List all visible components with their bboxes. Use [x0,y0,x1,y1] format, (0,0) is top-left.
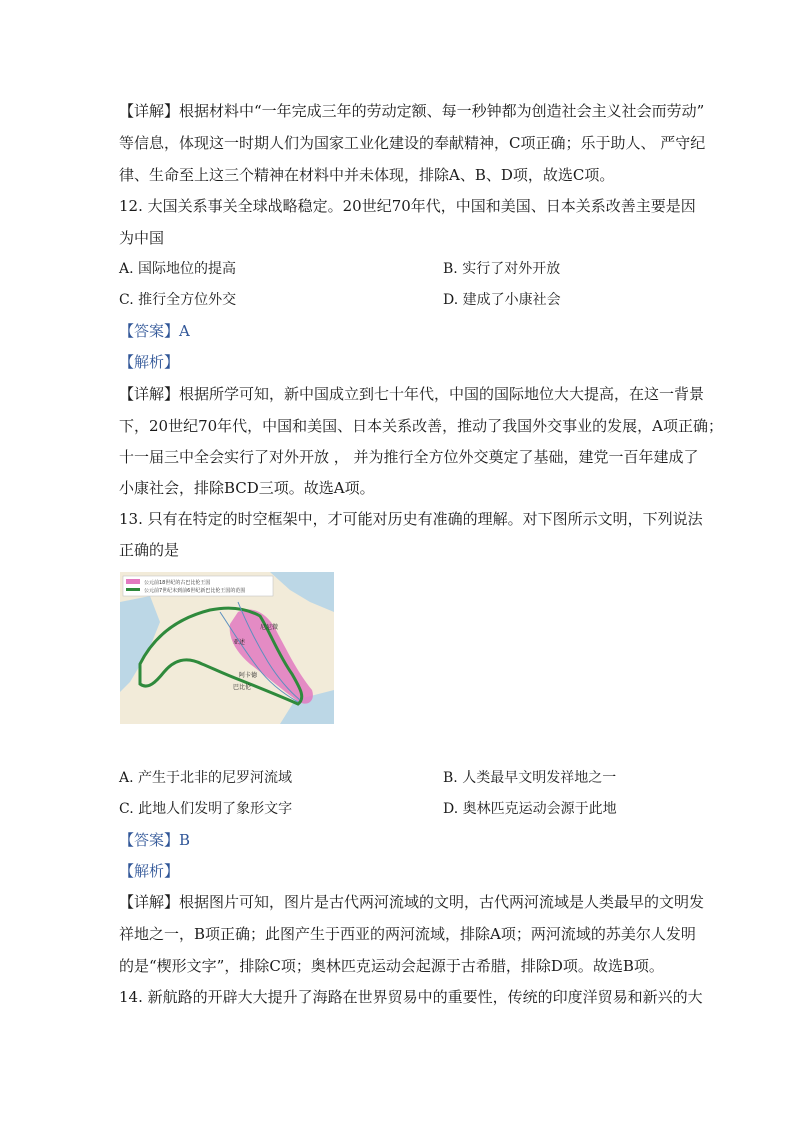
q13-stem-line-2: 正确的是 [119,541,180,559]
q11-detail-line-1: 【详解】根据材料中“一年完成三年的劳动定额、每一秒钟都为创造社会主义社会而劳动” [119,102,705,120]
q13-answer: 【答案】B [119,831,191,849]
q12-detail-line-4: 小康社会，排除BCD三项。故选A项。 [119,479,375,497]
q12-option-c: C. 推行全方位外交 [119,292,237,308]
q14-stem-line-1: 14. 新航路的开辟大大提升了海路在世界贸易中的重要性，传统的印度洋贸易和新兴的大 [119,988,703,1006]
q11-detail-line-3: 律、生命至上这三个精神在材料中并未体现，排除A、B、D项，故选C项。 [119,166,615,184]
legend-swatch-new-babylon [126,588,140,591]
q12-option-a: A. 国际地位的提高 [119,261,237,277]
q13-option-c: C. 此地人们发明了象形文字 [119,801,293,817]
q12-option-b: B. 实行了对外开放 [443,261,561,277]
q13-option-b: B. 人类最早文明发祥地之一 [443,770,617,786]
legend-label-old-babylon: 公元前18世纪的古巴比伦王国 [144,580,211,586]
legend-swatch-old-babylon [126,579,140,584]
q13-option-a: A. 产生于北非的尼罗河流域 [119,770,293,786]
q12-detail-line-1: 【详解】根据所学可知，新中国成立到七十年代，中国的国际地位大大提高，在这一背景 [119,385,705,403]
q12-stem-line-1: 12. 大国关系事关全球战略稳定。20世纪70年代，中国和美国、日本关系改善主要是因 [119,197,696,215]
legend-label-new-babylon: 公元前7世纪末到前6世纪新巴比伦王国的范围 [144,588,246,594]
q13-detail-line-3: 的是“楔形文字”，排除C项；奥林匹克运动会起源于古希腊，排除D项。故选B项。 [119,957,664,975]
q13-option-d: D. 奥林匹克运动会源于此地 [443,801,617,817]
q13-detail-line-2: 祥地之一，B项正确；此图产生于西亚的两河流域，排除A项；两河流域的苏美尔人发明 [119,925,696,943]
q12-answer: 【答案】A [119,322,190,340]
q11-detail-line-2: 等信息，体现这一时期人们为国家工业化建设的奉献精神，C项正确；乐于助人、 严守纪 [119,134,706,152]
label-babylon: 巴比伦 [233,684,252,691]
q13-detail-line-1: 【详解】根据图片可知，图片是古代两河流域的文明，古代两河流域是人类最早的文明发 [119,893,705,911]
label-akkad: 阿卡德 [239,672,258,679]
label-nineveh: 尼尼微 [260,624,279,631]
mesopotamia-map [120,572,334,724]
label-assur: 亚述 [233,639,246,646]
q13-stem-line-1: 13. 只有在特定的时空框架中，才可能对历史有准确的理解。对下图所示文明，下列说法 [119,510,703,528]
q12-detail-line-2: 下，20世纪70年代，中国和美国、日本关系改善，推动了我国外交事业的发展，A项正确； [119,417,724,435]
q12-stem-line-2: 为中国 [119,229,165,247]
q12-option-d: D. 建成了小康社会 [443,292,561,308]
q13-analysis-label: 【解析】 [119,862,180,880]
q12-analysis-label: 【解析】 [119,353,180,371]
q12-detail-line-3: 十一届三中全会实行了对外开放 ， 并为推行全方位外交奠定了基础，建党一百年建成了 [119,448,699,466]
